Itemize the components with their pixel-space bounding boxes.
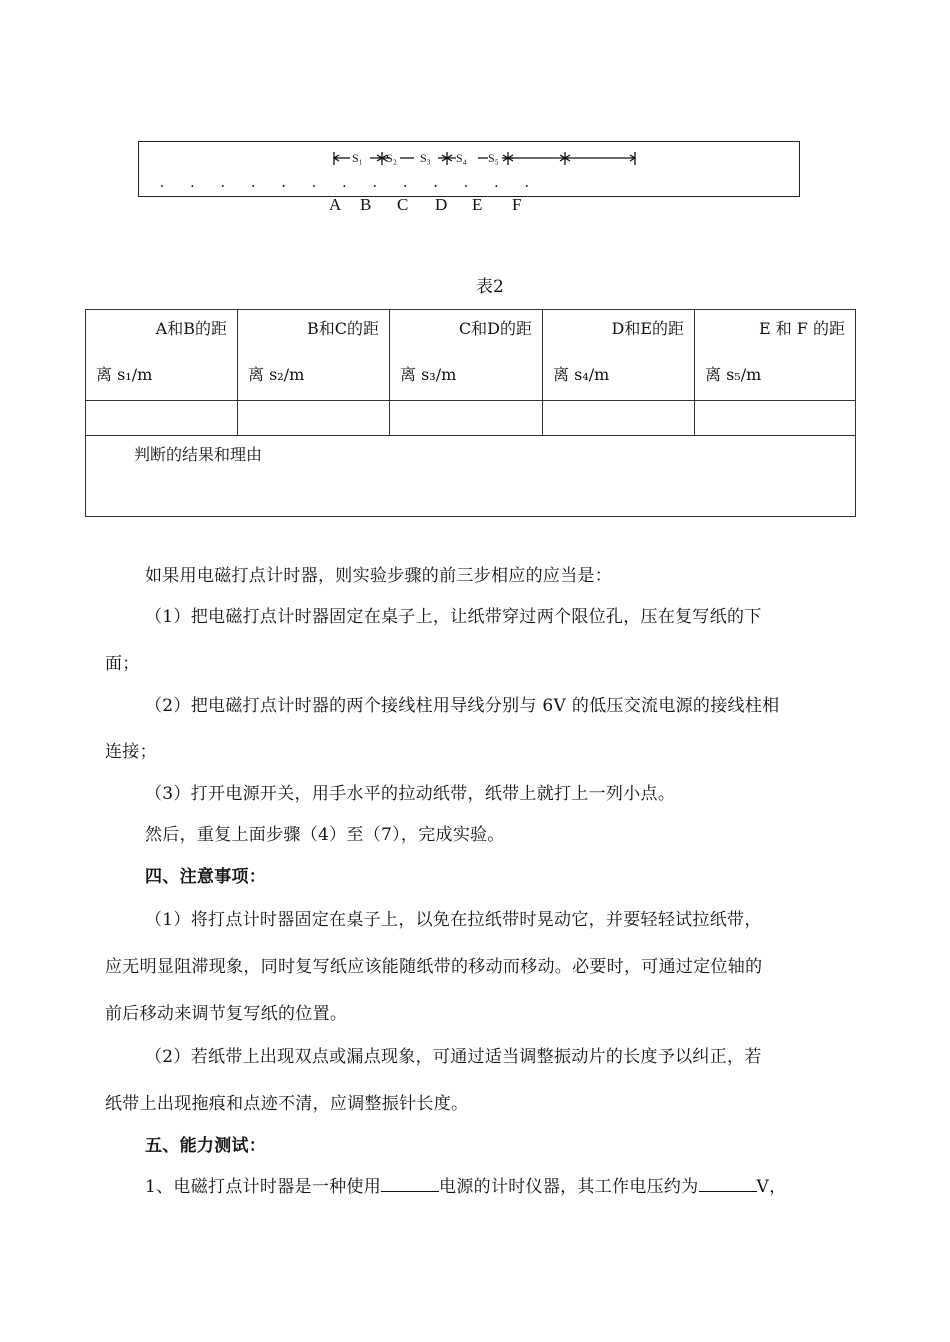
- table-header-row: [86, 310, 856, 401]
- note-1-line1: （1）将打点计时器固定在桌子上，以免在拉纸带时晃动它，并要轻轻试拉纸带，: [145, 910, 762, 930]
- point-label-e: E: [472, 195, 483, 214]
- header-line1: D和E的距: [611, 319, 684, 338]
- header-line2: 离 s₅/m: [705, 365, 762, 384]
- step-3: （3）打开电源开关，用手水平的拉动纸带，纸带上就打上一列小点。: [145, 784, 676, 804]
- segment-label-s3: S₃: [420, 151, 431, 165]
- header-line1: A和B的距: [155, 319, 227, 338]
- value-cell-s4[interactable]: [543, 401, 695, 436]
- step-1-line1: （1）把电磁打点计时器固定在桌子上，让纸带穿过两个限位孔，压在复写纸的下: [145, 607, 762, 627]
- value-cell-s2[interactable]: [238, 401, 390, 436]
- value-cell-s1[interactable]: [86, 401, 238, 436]
- point-label-f: F: [512, 195, 522, 214]
- question-1-part1: 1、电磁打点计时器是一种使用: [145, 1177, 382, 1197]
- question-1-part2: 电源的计时仪器，其工作电压约为: [439, 1177, 699, 1197]
- verdict-label: 判断的结果和理由: [134, 445, 263, 464]
- header-line2: 离 s₃/m: [400, 365, 457, 384]
- step-2-line1: （2）把电磁打点计时器的两个接线柱用导线分别与 6V 的低压交流电源的接线柱相: [145, 696, 780, 716]
- verdict-row: [86, 436, 856, 517]
- header-cell-s1: [86, 310, 238, 401]
- value-cell-s3[interactable]: [390, 401, 543, 436]
- value-cell-s5[interactable]: [695, 401, 856, 436]
- verdict-cell[interactable]: [86, 436, 856, 517]
- point-label-b: B: [360, 195, 372, 214]
- header-cell-s2: [238, 310, 390, 401]
- paragraph-intro: 如果用电磁打点计时器，则实验步骤的前三步相应的应当是：: [145, 566, 613, 586]
- header-line1: E 和 F 的距: [758, 319, 845, 338]
- table-row: [86, 401, 856, 436]
- note-2-line2: 纸带上出现拖痕和点迹不清，应调整振针长度。: [105, 1094, 469, 1114]
- segment-label-s5: S₅: [488, 151, 499, 165]
- section-heading-notes: 四、注意事项：: [145, 867, 267, 887]
- point-label-a: A: [329, 195, 342, 214]
- header-line2: 离 s₄/m: [553, 365, 610, 384]
- step-2-line2: 连接；: [105, 742, 157, 762]
- answer-blank-source[interactable]: [381, 1175, 439, 1192]
- segment-label-s2: S₂: [386, 151, 397, 165]
- data-table: [85, 309, 856, 517]
- tape-dots: . . . . . . . . . . . . .: [160, 174, 540, 191]
- header-line1: B和C的距: [306, 319, 379, 338]
- header-line2: 离 s₁/m: [96, 365, 153, 384]
- answer-blank-voltage[interactable]: [699, 1175, 757, 1192]
- header-line1: C和D的距: [458, 319, 532, 338]
- note-1-line2: 应无明显阻滞现象，同时复写纸应该能随纸带的移动而移动。必要时，可通过定位轴的: [105, 957, 763, 977]
- table-caption: 表2: [476, 277, 504, 297]
- segment-label-s4: S₄: [456, 151, 467, 165]
- tape-arrows: [138, 141, 800, 197]
- paragraph-then: 然后，重复上面步骤（4）至（7），完成实验。: [145, 825, 505, 845]
- step-1-line2: 面；: [105, 654, 140, 674]
- note-2-line1: （2）若纸带上出现双点或漏点现象，可通过适当调整振动片的长度予以纠正，若: [145, 1047, 762, 1067]
- point-label-c: C: [397, 195, 409, 214]
- header-line2: 离 s₂/m: [248, 365, 305, 384]
- question-1-part3: V，: [756, 1177, 787, 1197]
- section-heading-test: 五、能力测试：: [145, 1136, 267, 1156]
- header-cell-s5: [695, 310, 856, 401]
- header-cell-s3: [390, 310, 543, 401]
- point-label-d: D: [435, 195, 448, 214]
- header-cell-s4: [543, 310, 695, 401]
- segment-label-s1: S₁: [352, 151, 363, 165]
- question-1: [145, 1172, 786, 1197]
- note-1-line3: 前后移动来调节复写纸的位置。: [105, 1004, 348, 1024]
